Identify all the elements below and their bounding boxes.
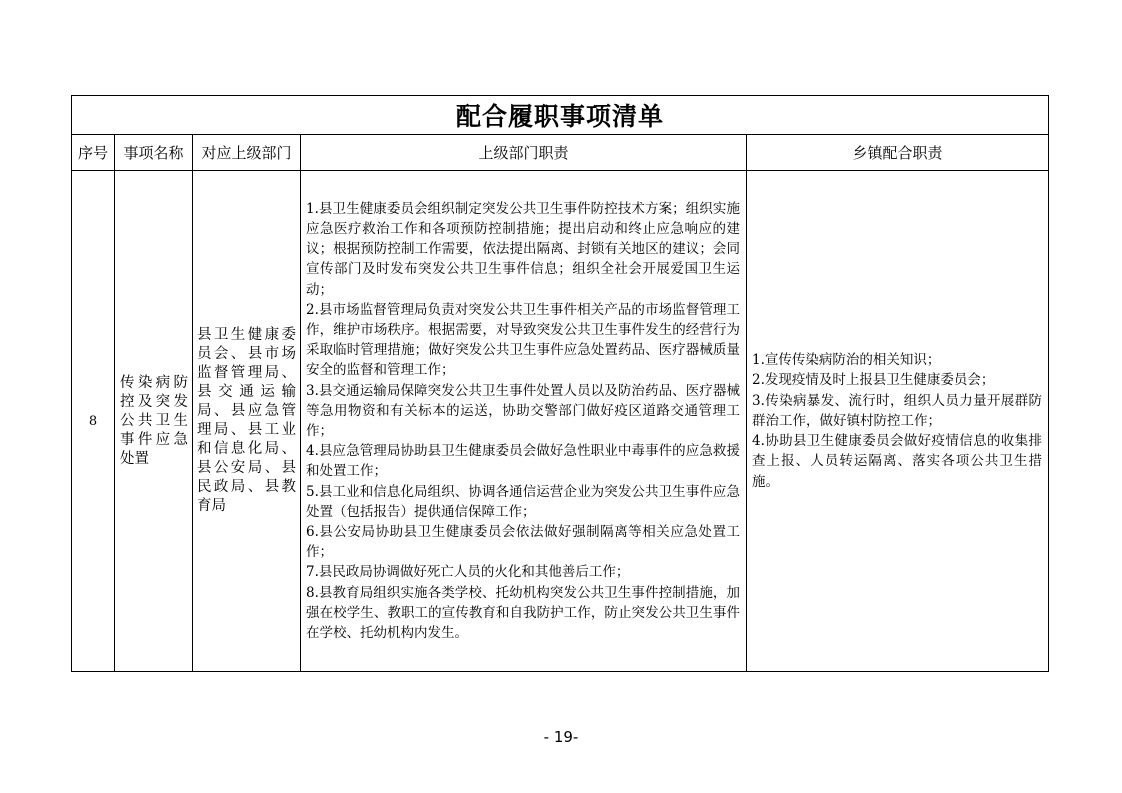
table-title: 配合履职事项清单 (72, 96, 1049, 135)
town-duty-item: 4.协助县卫生健康委员会做好疫情信息的收集排查上报、人员转运隔离、落实各项公共卫生措施。 (752, 433, 1043, 490)
header-no: 序号 (72, 135, 115, 171)
responsibility-list (301, 171, 747, 672)
responsibility-item: 3.县交通运输局保障突发公共卫生事件处置人员以及防治药品、医疗器械等急用物资和有关标本的运送，协助交警部门做好疫区道路交通管理工作； (306, 382, 740, 439)
item-name: 传染病防控及突发公共卫生事件应急处置 (115, 171, 193, 672)
town-duty-item: 2.发现疫情及时上报县卫生健康委员会； (752, 372, 995, 389)
responsibility-item: 2.县市场监督管理局负责对突发公共卫生事件相关产品的市场监督管理工作，维护市场秩序。根据需要，对导致突发公共卫生事件发生的经营行为采取临时管理措施；做好突发公共卫生事件应急处置药品、医疗器械质量安全的监督和管理工作； (306, 301, 740, 379)
duty-table (71, 95, 1049, 672)
responsibility-item: 7.县民政局协调做好死亡人员的火化和其他善后工作； (306, 564, 630, 581)
header-item-name: 事项名称 (115, 135, 193, 171)
town-duty-list (747, 171, 1049, 672)
table-row (72, 171, 1049, 672)
responsibility-item: 4.县应急管理局协助县卫生健康委员会做好急性职业中毒事件的应急救援和处置工作； (306, 443, 740, 480)
header-responsibility: 上级部门职责 (301, 135, 747, 171)
responsibility-item: 1.县卫生健康委员会组织制定突发公共卫生事件防控技术方案；组织实施应急医疗救治工作和各项预防控制措施；提出启动和终止应急响应的建议；根据预防控制工作需要，依法提出隔离、封锁有关地区的建议；会同宣传部门及时发布突发公共卫生事件信息；组织全社会开展爱国卫生运动； (306, 200, 740, 298)
page-number: - 19- (543, 728, 579, 746)
duty-list-sheet (71, 95, 1048, 672)
header-town-duty: 乡镇配合职责 (747, 135, 1049, 171)
department-list: 县卫生健康委员会、县市场监督管理局、县交通运输局、县应急管理局、县工业和信息化局、县公安局、县民政局、县教育局 (193, 171, 301, 672)
town-duty-item: 1.宣传传染病防治的相关知识； (752, 352, 941, 369)
town-duty-item: 3.传染病暴发、流行时，组织人员力量开展群防群治工作，做好镇村防控工作； (752, 392, 1043, 429)
responsibility-item: 5.县工业和信息化局组织、协调各通信运营企业为突发公共卫生事件应急处置（包括报告）提供通信保障工作； (306, 483, 740, 520)
responsibility-item: 6.县公安局协助县卫生健康委员会依法做好强制隔离等相关应急处置工作； (306, 524, 740, 561)
row-number: 8 (72, 171, 115, 672)
header-department: 对应上级部门 (193, 135, 301, 171)
responsibility-item: 8.县教育局组织实施各类学校、托幼机构突发公共卫生事件控制措施，加强在校学生、教职工的宣传教育和自我防护工作，防止突发公共卫生事件在学校、托幼机构内发生。 (306, 584, 740, 642)
